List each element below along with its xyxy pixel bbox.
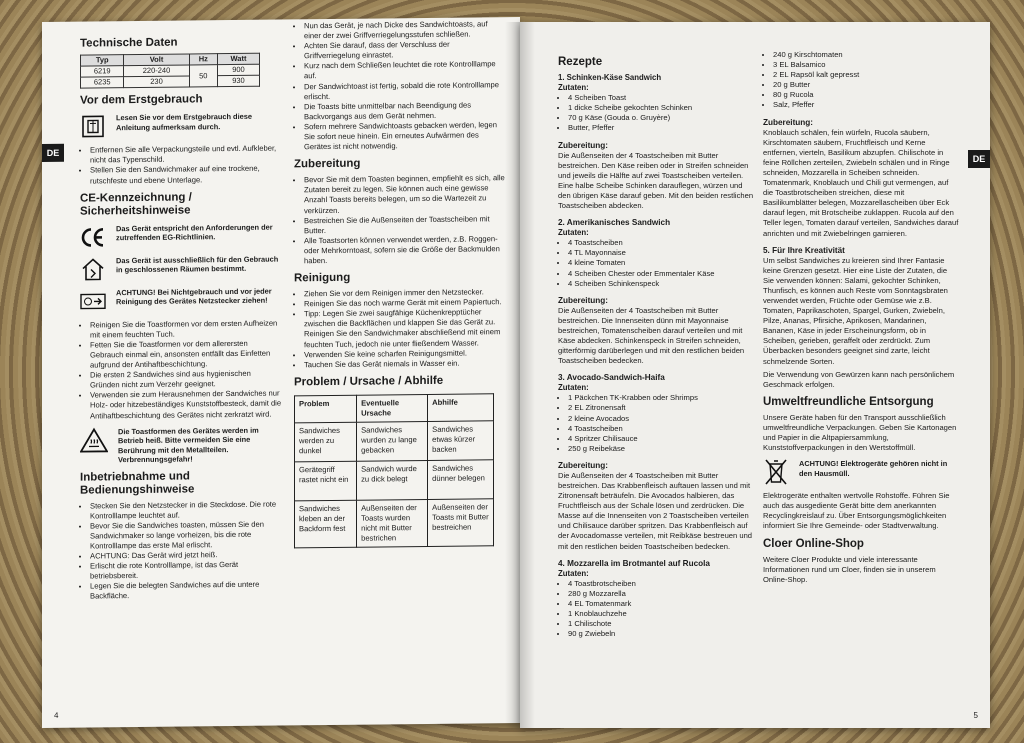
list-item: • 4 Scheiben Schinkenspeck [568,279,754,289]
left-column-1 [80,29,282,605]
list-item: • Nun das Gerät, je nach Dicke des Sandwichtoasts, auf einer der zwei Griffverriegelungsstufen schließen. [304,19,506,41]
ce-text: Das Gerät entspricht den Anforderungen der zutreffenden EG-Richtlinien. [116,222,273,243]
header-cause: Eventuelle Ursache [357,394,428,422]
tech-cell-watt: 900 [217,64,259,76]
list-item: • 1 dicke Scheibe gekochten Schinken [568,103,754,113]
list-item: • Sofern mehrere Sandwichtoasts gebacken werden, legen Sie sofort neue hinein. Ein erneutes Aufwärmen des Gerätes ist nicht notwendig. [304,120,506,152]
tech-cell-hz: 50 [189,65,217,87]
list-item: • Verwenden sie zum Herausnehmen der Sandwiches nur Holz- oder hitzebeständiges Kunststoffbesteck, damit die Antihaftbeschichtung des Gerätes nicht zerkratzt wird. [90,389,282,421]
list-item: • 1 Päckchen TK-Krabben oder Shrimps [568,393,754,403]
unplug-text: ACHTUNG! Bei Nichtgebrauch und vor jeder Reinigung des Gerätes Netzstecker ziehen! [116,286,272,307]
hot-surface-text: Die Toastformen des Gerätes werden im Betrieb heiß. Bitte vermeiden Sie eine Berührung mit den Metallteilen. Verbrennungsgefahr! [118,425,259,465]
preparation-list [294,173,506,266]
ingredients-label: Zutaten: [558,83,589,93]
read-manual-text: Lesen Sie vor dem Erstgebrauch diese Anleitung aufmerksam durch. [116,112,252,133]
list-item: • 240 g Kirschtomaten [773,50,959,60]
right-column-2 [763,50,959,588]
recipe-4-ingredients [558,579,754,640]
list-item: • 3 EL Balsamico [773,60,959,70]
tech-header-hz: Hz [189,54,217,65]
first-use-list [80,144,282,186]
cell-fix: Sandwiches dünner belegen [428,460,494,500]
recipe-5-title: 5. Für Ihre Kreativität [763,245,845,255]
list-item: • Der Sandwichtoast ist fertig, sobald die rote Kontrolllampe erlischt. [304,80,506,102]
recipe-5-text: Um selbst Sandwiches zu kreieren sind Ihrer Fantasie keine Grenzen gesetzt. Hier eine Liste der Zutaten, die Sie verwenden können: Salami, gekochter Schinken, Thunfisch, es können auch Reste vom Sonntagsbraten verwendet werden, Früchte oder Gemüse wie z.B. Tomaten, Paprikaschoten, Spargel, Gurken, Zwiebeln, Pilze, Ananas, Pfirsiche, Aprikosen, Mandarinen, Bananen, Käse in jeder Erscheinungsform, ob in Scheiben, gerieben, geraffelt oder zerdrückt. Zum Überbacken besonders geeignet sind zarte, leicht schmelzende Sorten. [763,255,948,366]
tech-cell-typ: 6219 [81,66,124,78]
list-item: • 90 g Zwiebeln [568,629,754,639]
cell-cause: Außenseiten der Toasts wurden nicht mit Butter bestrichen [357,499,428,547]
list-item: • Entfernen Sie alle Verpackungsteile und evtl. Aufkleber, nicht das Typenschild. [90,144,282,166]
list-item: • 280 g Mozzarella [568,589,754,599]
tech-cell-volt: 230 [124,76,189,88]
recipe-5-text-2: Die Verwendung von Gewürzen kann nach persönlichem Geschmack erfolgen. [763,369,955,389]
list-item: • 4 Toastscheiben [568,424,754,434]
recipe-4-ingredients-cont [763,50,959,111]
ingredients-label: Zutaten: [558,228,589,238]
disposal-text-2: Elektrogeräte enthalten wertvolle Rohstoffe. Führen Sie auch das ausgediente Gerät bitte dem anerkannten Recyclingkreislauf zu. Über Entsorgungsmöglichkeiten informiert Sie Ihre Gemeinde- oder Stadtverwaltung. [763,491,950,531]
list-item: • 4 Scheiben Chester oder Emmentaler Käse [568,269,754,279]
cell-fix: Sandwiches etwas kürzer backen [428,421,494,461]
read-manual-notice [80,112,282,140]
list-item: • 4 TL Mayonnaise [568,248,754,258]
table-row [295,460,494,501]
list-item: • 2 kleine Avocados [568,414,754,424]
list-item: • 250 g Reibekäse [568,444,754,454]
list-item: • 4 Toastbrotscheiben [568,579,754,589]
cell-cause: Sandwich wurde zu dick belegt [357,460,428,500]
list-item: • ACHTUNG: Das Gerät wird jetzt heiß. [90,550,282,562]
list-item: • 4 Toastscheiben [568,238,754,248]
list-item: • Bestreichen Sie die Außenseiten der Toastscheiben mit Butter. [304,214,506,236]
list-item: • 4 kleine Tomaten [568,258,754,268]
cleaning-list [294,287,506,370]
plug-icon [80,288,106,314]
list-item: • 1 Chilischote [568,619,754,629]
tech-data-title: Technische Daten [80,36,178,50]
language-tab-left: DE [42,144,64,162]
cell-problem: Sandwiches werden zu dunkel [295,422,357,462]
right-page [520,22,990,728]
operation-list [80,499,282,602]
table-row [295,421,494,462]
list-item: • Salz, Pfeffer [773,100,959,110]
list-item: • Kurz nach dem Schließen leuchtet die rote Kontrolllampe auf. [304,60,506,82]
hot-surface-notice [80,425,282,465]
online-shop-text: Weitere Cloer Produkte und viele interessante Informationen rund um Cloer, finden sie in unserem Online-Shop. [763,554,936,584]
online-shop-title: Cloer Online-Shop [763,537,864,550]
recipe-1-ingredients [558,93,754,133]
indoor-notice [80,254,282,282]
list-item: • Alle Toastsorten können verwendet werden, z.B. Roggen- oder Mehrkorntoast, sofern sie die Größe der Backmulden haben. [304,234,506,266]
recipe-1-preparation: Die Außenseiten der 4 Toastscheiben mit Butter bestreichen. Den Käse reiben oder in Streifen schneiden und jeweils die Hälfte auf zwei Toastscheiben verteilen. Eine halbe Scheibe Schinken darauflegen, würzen und den übrigen Käse darauf geben. Mit den beiden restlichen Toastscheiben abdecken. [558,150,754,211]
book-icon [80,114,106,140]
page-number-left: 4 [54,710,59,720]
cell-fix: Außenseiten der Toasts mit Butter bestreichen [428,499,494,547]
page-number-right: 5 [973,711,978,720]
preparation-label: Zubereitung: [558,460,609,470]
list-item: • 70 g Käse (Gouda o. Gruyère) [568,113,754,123]
left-page [42,17,520,728]
list-item: • 2 EL Zitronensaft [568,403,754,413]
ce-notice [80,222,282,250]
list-item: • 20 g Butter [773,80,959,90]
tech-header-watt: Watt [217,53,259,65]
house-icon [80,256,106,282]
tech-cell-volt: 220-240 [124,65,189,77]
weee-text: ACHTUNG! Elektrogeräte gehören nicht in den Hausmüll. [799,459,948,478]
recipe-2-title: 2. Amerikanisches Sandwich [558,218,671,228]
list-item: • 1 Knoblauchzehe [568,609,754,619]
unplug-notice [80,286,282,314]
tech-header-typ: Typ [81,55,124,67]
list-item: • 2 EL Rapsöl kalt gepresst [773,70,959,80]
ce-title: CE-Kennzeichnung / Sicherheitshinweise [80,191,192,218]
cell-problem: Sandwiches kleben an der Backform fest [295,500,357,548]
ce-mark-icon [80,224,106,250]
operation-list-cont [294,19,506,152]
preparation-label: Zubereitung: [763,117,814,127]
recipe-4-preparation: Knoblauch schälen, fein würfeln, Rucola säubern, Kirschtomaten säubern, Fruchtfleisch und Kerne entfernen, vierteln, Basilikum abzupfen. Chilischote in feine Röllchen zerteilen, Zwiebeln schälen und in Ringe schneiden, Mozzarella in Scheiben schneiden. Tomatenmark, Knoblauch und Chili gut vermengen, auf die Toastbrotscheiben streichen, diese mit Basilikumblätter belegen, Mozzarellascheiben über Eck darauf legen, mit Brotscheibe zuklappen. Rucola auf den Teller legen, Tomaten darauf verteilen, Sandwiches darauf anrichten und mit Zwiebelringen garnieren. [763,127,959,238]
list-item: • Stellen Sie den Sandwichmaker auf eine trockene, rutschfeste und ebene Unterlage. [90,164,282,186]
list-item: • Bevor Sie die Sandwiches toasten, müssen Sie den Sandwichmaker so lange vorheizen, bis die rote Kontrolllampe das erste Mal erlischt. [90,519,282,551]
disposal-title: Umweltfreundliche Entsorgung [763,395,934,408]
cell-problem: Gerätegriff rastet nicht ein [295,461,357,501]
left-column-2 [294,19,506,549]
hot-surface-warning-icon [80,427,108,453]
recipes-title: Rezepte [558,56,603,68]
preparation-label: Zubereitung: [558,295,609,305]
troubleshooting-table [294,393,494,549]
right-column-1 [558,50,754,642]
list-item: • 80 g Rucola [773,90,959,100]
list-item: • Reinigen Sie das noch warme Gerät mit einem Papiertuch. [304,297,506,309]
cell-cause: Sandwiches wurden zu lange gebacken [357,421,428,461]
recipe-1-title: 1. Schinken-Käse Sandwich [558,73,662,82]
list-item: • Achten Sie darauf, dass der Verschluss der Griffverriegelung einrastet. [304,39,506,61]
list-item: • Fetten Sie die Toastformen vor dem allerersten Gebrauch einmal ein, ansonsten entfällt das Einfetten aufgrund der Antihaftbeschichtung. [90,338,282,370]
first-use-title: Vor dem Erstgebrauch [80,93,203,107]
ingredients-label: Zutaten: [558,383,589,393]
list-item: • Tauchen Sie das Gerät niemals in Wasser ein. [304,358,506,370]
list-item: • Die ersten 2 Sandwiches sind aus hygienischen Gründen nicht zum Verzehr geeignet. [90,369,282,391]
list-item: • Legen Sie die belegten Sandwiches auf die untere Backfläche. [90,580,282,602]
list-item: • Stecken Sie den Netzstecker in die Steckdose. Die rote Kontrolllampe leuchtet auf. [90,499,282,521]
tech-data-table [80,53,260,89]
crossed-bin-icon [763,459,789,485]
language-tab-right: DE [968,150,990,168]
tech-row [81,75,260,88]
recipe-3-preparation: Die Außenseiten der 4 Toastscheiben mit Butter bestreichen. Das Krabbenfleisch auftauen lassen und mit Zitronensaft beträufeln. Die Avocados halbieren, das Fruchtfleisch aus der Schale lösen und zerdrücken. Die Masse auf die Innenseiten von 2 Toastscheiben verteilen und Chilisauce darüber spritzen. Das Krabbenfleisch auf der Avocadomasse verteilen, mit Reibkäse bestreuen und mit den restlichen beiden Toastscheiben bedecken. [558,470,753,551]
list-item: • Ziehen Sie vor dem Reinigen immer den Netzstecker. [304,287,506,299]
header-fix: Abhilfe [428,394,494,422]
troubleshooting-header-row [295,394,494,423]
cleaning-title: Reinigung [294,271,351,285]
header-problem: Problem [295,395,357,423]
recipe-3-ingredients [558,393,754,454]
safety-list [80,318,282,421]
list-item: • 4 EL Tomatenmark [568,599,754,609]
recipe-3-title: 3. Avocado-Sandwich-Haifa [558,373,665,383]
list-item: • Reinigen Sie die Toastformen vor dem ersten Aufheizen mit einem feuchten Tuch. [90,318,282,340]
disposal-text: Unsere Geräte haben für den Transport ausschließlich umweltfreundliche Verpackungen. Geben Sie Kartonagen und Papier in die Altpapiersammlung, Kunststoffverpackungen in den Wertstoffmüll. [763,412,957,453]
list-item: • Erlischt die rote Kontrolllampe, ist das Gerät betriebsbereit. [90,560,282,582]
list-item: • 4 Spritzer Chilisauce [568,434,754,444]
recipe-4-title: 4. Mozzarella im Brotmantel auf Rucola [558,558,710,568]
list-item: • Butter, Pfeffer [568,123,754,133]
list-item: • Die Toasts bitte unmittelbar nach Beendigung des Backvorgangs aus dem Gerät nehmen. [304,100,506,122]
recipe-2-ingredients [558,238,754,288]
list-item: • Bevor Sie mit dem Toasten beginnen, empfiehlt es sich, alle Zutaten bereit zu legen. Sie können auch eine gewisse Anzahl Toasts bereits belegen, um so die Wartezeit zu verkürzen. [304,173,506,215]
indoor-text: Das Gerät ist ausschließlich für den Gebrauch in geschlossenen Räumen bestimmt. [116,254,279,275]
list-item: • Tipp: Legen Sie zwei saugfähige Küchenkrepptücher zwischen die Backflächen und klappen Sie das Gerät zu. Reinigen Sie den Sandwichmaker abschließend mit einem feuchten Tuch, jedoch nie unter fließendem Wasser. [304,307,506,349]
operation-title: Inbetriebnahme und Bedienungshinweise [80,470,195,497]
preparation-label: Zubereitung: [558,140,609,150]
troubleshooting-title: Problem / Ursache / Abhilfe [294,374,444,389]
tech-header-volt: Volt [124,54,189,66]
recipe-2-preparation: Die Außenseiten der 4 Toastscheiben mit Butter bestreichen. Die Innenseiten dünn mit Mayonnaise bestreichen, Tomatenscheiben darauf verteilen und mit Käse abdecken. Schinkenspeck in Streifen schneiden, gitterförmig darüberlegen und mit den restlichen beiden Toastscheiben bedecken. [558,305,745,366]
tech-cell-typ: 6235 [81,77,124,89]
tech-cell-watt: 930 [217,75,259,87]
ingredients-label: Zutaten: [558,568,589,578]
weee-notice [763,459,959,485]
list-item: • Verwenden Sie keine scharfen Reinigungsmittel. [304,348,506,360]
preparation-title: Zubereitung [294,157,361,171]
table-row [295,499,494,548]
list-item: • 4 Scheiben Toast [568,93,754,103]
